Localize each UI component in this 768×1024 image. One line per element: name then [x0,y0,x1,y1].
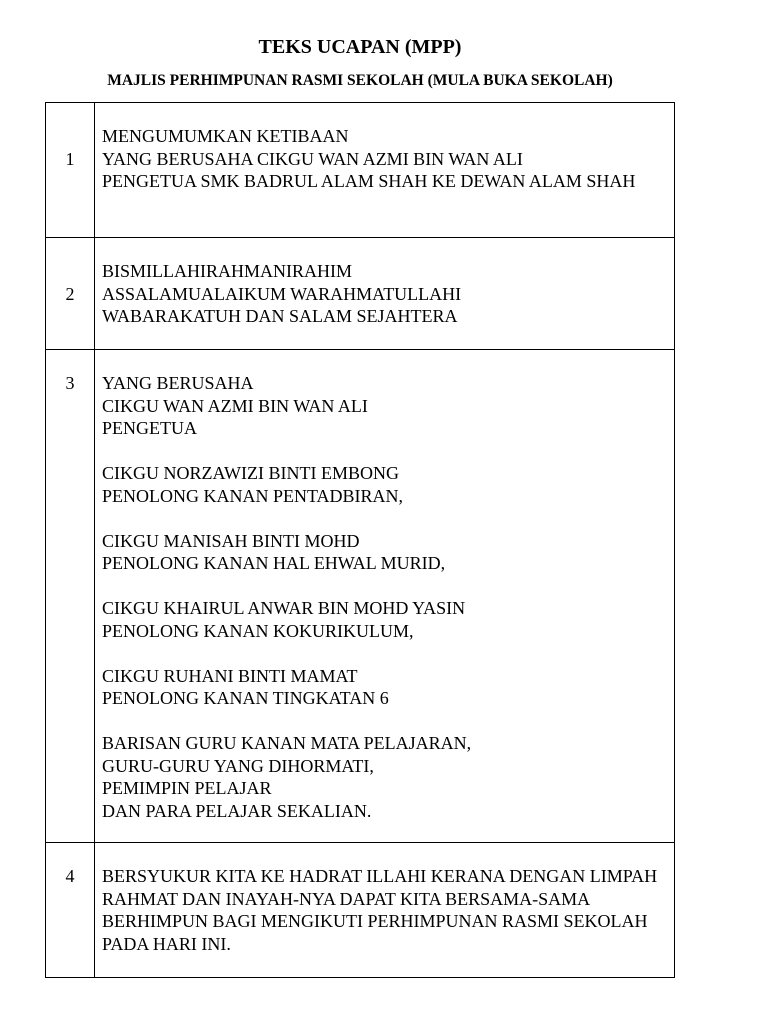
table-row [46,238,675,350]
greeting-block: CIKGU KHAIRUL ANWAR BIN MOHD YASIN PENOLONG KANAN KOKURIKULUM, [102,598,466,641]
greeting-block: CIKGU MANISAH BINTI MOHD PENOLONG KANAN HAL EHWAL MURID, [102,530,446,573]
greeting-block: CIKGU RUHANI BINTI MAMAT PENOLONG KANAN TINGKATAN 6 [102,665,389,708]
row-number: 3 [46,350,95,843]
row-text-content: BISMILLAHIRAHMANIRAHIM ASSALAMUALAIKUM WARAHMATULLAHI WABARAKATUH DAN SALAM SEJAHTERA [102,261,462,326]
row-text [95,350,675,843]
row-text-content: BERSYUKUR KITA KE HADRAT ILLAHI KERANA DENGAN LIMPAH RAHMAT DAN INAYAH-NYA DAPAT KITA BERSAMA-SAMA BERHIMPUN BAGI MENGIKUTI PERHIMPUNAN RASMI SEKOLAH PADA HARI INI. [102,866,658,954]
greeting-block: CIKGU NORZAWIZI BINTI EMBONG PENOLONG KANAN PENTADBIRAN, [102,463,404,506]
row-number: 1 [46,103,95,238]
row-number: 4 [46,843,95,978]
row-text [95,843,675,978]
table-row [46,103,675,238]
row-number: 2 [46,238,95,350]
speech-table [45,102,675,978]
table-row [46,350,675,843]
greeting-block: YANG BERUSAHA CIKGU WAN AZMI BIN WAN ALI PENGETUA [102,373,368,438]
document-title: TEKS UCAPAN (MPP) [258,36,462,58]
table-row [46,843,675,978]
row-text [95,238,675,350]
greeting-block: BARISAN GURU KANAN MATA PELAJARAN, GURU-GURU YANG DIHORMATI, PEMIMPIN PELAJAR DAN PARA PELAJAR SEKALIAN. [102,733,472,821]
row-text [95,103,675,238]
row-text-content: MENGUMUMKAN KETIBAAN YANG BERUSAHA CIKGU WAN AZMI BIN WAN ALI PENGETUA SMK BADRUL ALAM SHAH KE DEWAN ALAM SHAH [102,126,636,191]
document-subtitle: MAJLIS PERHIMPUNAN RASMI SEKOLAH (MULA BUKA SEKOLAH) [107,72,613,89]
